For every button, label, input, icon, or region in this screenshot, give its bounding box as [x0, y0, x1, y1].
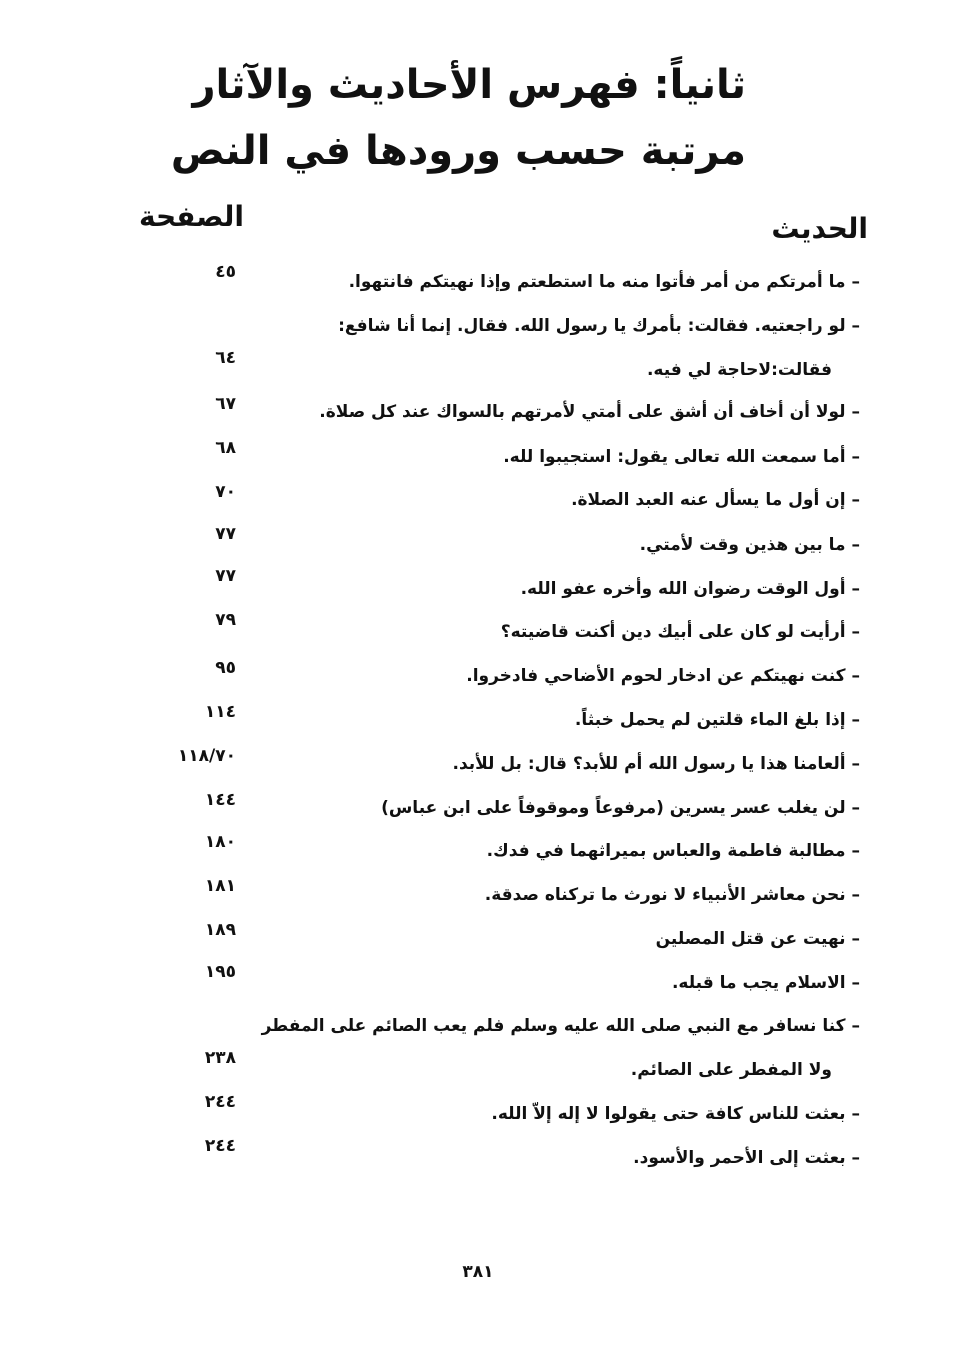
page-reference: ٧٠: [215, 482, 236, 502]
hadith-entry: – نهيت عن قتل المصلين: [655, 929, 860, 949]
hadith-column-header: الحديث: [771, 212, 868, 245]
hadith-entry: – أما سمعت الله تعالى يقول: استجيبوا لله.: [503, 447, 860, 467]
hadith-entry-continuation: فقالت:لاحاجة لي فيه.: [646, 360, 832, 380]
page-reference: ٧٧: [215, 524, 236, 544]
page-reference: ١٩٥: [204, 962, 236, 982]
page-title-line-2: مرتبة حسب ورودها في النص: [170, 128, 746, 174]
hadith-entry: – إن أول ما يسأل عنه العبد الصلاة.: [571, 490, 860, 510]
page-title-line-1: ثانياً: فهرس الأحاديث والآثار: [192, 62, 746, 108]
page-reference: ١٨٠: [204, 832, 236, 852]
hadith-entry: – إذا بلغ الماء قلتين لم يحمل خبثاً.: [574, 710, 860, 730]
hadith-entry: – لو راجعتيه. فقالت: بأمرك يا رسول الله. فقال. إنما أنا شافع:: [338, 316, 860, 336]
hadith-entry: – الاسلام يجب ما قبله.: [671, 973, 860, 993]
hadith-entry: – نحن معاشر الأنبياء لا نورث ما تركناه صدقة.: [484, 885, 860, 905]
hadith-entry: – ما أمرتكم من أمر فأتوا منه ما استطعتم وإذا نهيتكم فانتهوا.: [348, 272, 860, 292]
page-reference: ٧٩: [215, 610, 236, 630]
hadith-entry: – أول الوقت رضوان الله وأخره عفو الله.: [520, 579, 860, 599]
page-reference: ٢٣٨: [204, 1048, 236, 1068]
hadith-entry: – بعثت للناس كافة حتى يقولوا لا إله إلاّ الله.: [491, 1104, 860, 1124]
page-reference: ١١٤: [204, 702, 236, 722]
page-reference: ١٨٩: [204, 920, 236, 940]
hadith-entry: – لولا أن أخاف أن أشق على أمتي لأمرتهم بالسواك عند كل صلاة.: [319, 402, 860, 422]
page-reference: ٧٧: [215, 566, 236, 586]
page-reference: ١٤٤: [204, 790, 236, 810]
hadith-entry: – مطالبة فاطمة والعباس بميراثهما في فدك.: [486, 841, 860, 861]
page-reference: ٦٤: [215, 348, 236, 368]
hadith-entry: – بعثت إلى الأحمر والأسود.: [633, 1148, 860, 1168]
hadith-entry: – ما بين هذين وقت لأمتي.: [639, 535, 860, 555]
page-reference: ٢٤٤: [204, 1136, 236, 1156]
hadith-entry: – كنت نهيتكم عن ادخار لحوم الأضاحي فادخروا.: [466, 666, 860, 686]
hadith-entry: – أرأيت لو كان على أبيك دين أكنت قاضيته؟: [500, 622, 860, 642]
hadith-entry-continuation: ولا المفطر على الصائم.: [630, 1060, 832, 1080]
footer-page-number: ٣٨١: [462, 1262, 494, 1282]
hadith-entry: – كنا نسافر مع النبي صلى الله عليه وسلم فلم يعب الصائم على المفطر: [261, 1016, 860, 1036]
page-reference: ٦٧: [215, 394, 236, 414]
page-reference: ٢٤٤: [204, 1092, 236, 1112]
page-reference: ٤٥: [215, 262, 236, 282]
hadith-entry: – لن يغلب عسر يسرين (مرفوعاً وموقوفاً على ابن عباس): [381, 798, 860, 818]
page-reference: ١٨١: [204, 876, 236, 896]
page-reference: ٦٨: [215, 438, 236, 458]
page-reference: ١١٨/٧٠: [177, 746, 236, 766]
page-column-header: الصفحة: [138, 200, 244, 233]
page-reference: ٩٥: [215, 658, 236, 678]
hadith-entry: – ألعامنا هذا يا رسول الله أم للأبد؟ قال: بل للأبد.: [452, 754, 860, 774]
